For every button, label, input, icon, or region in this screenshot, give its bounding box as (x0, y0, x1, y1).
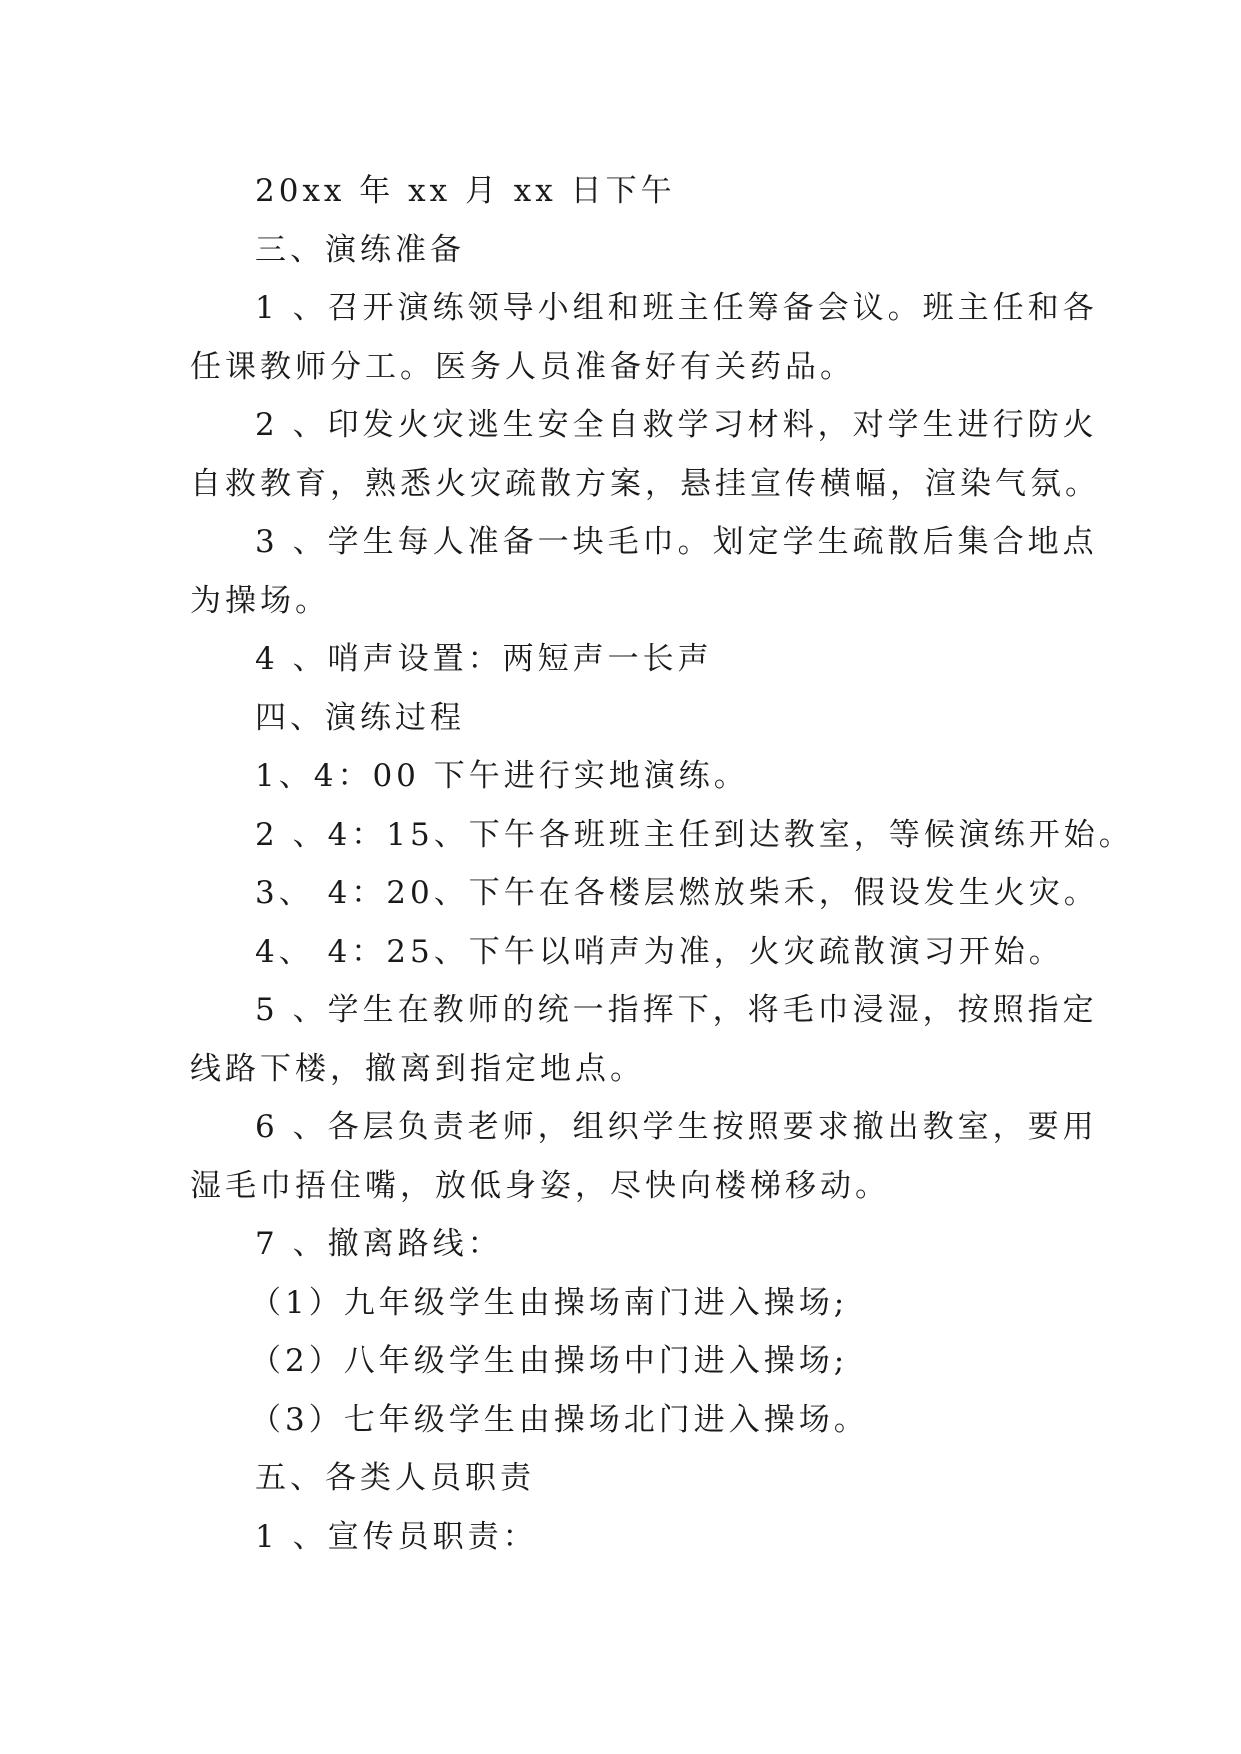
paragraph-line: 1 、召开演练领导小组和班主任筹备会议。班主任和各 (255, 290, 1098, 326)
paragraph-line: 线路下楼，撤离到指定地点。 (190, 1050, 645, 1087)
paragraph-line: 6 、各层负责老师，组织学生按照要求撤出教室，要用 (255, 1109, 1098, 1145)
paragraph-line: 1、4：00 下午进行实地演练。 (255, 758, 749, 794)
paragraph-line: 任课教师分工。医务人员准备好有关药品。 (190, 348, 855, 385)
document-body (190, 162, 1134, 1566)
date-line: 20xx 年 xx 月 xx 日下午 (255, 173, 676, 209)
section-heading-process: 四、演练过程 (255, 699, 465, 736)
paragraph-line: 4、 4：25、下午以哨声为准，火灾疏散演习开始。 (255, 933, 1064, 970)
paragraph-line: 5 、学生在教师的统一指挥下，将毛巾浸湿，按照指定 (255, 992, 1098, 1028)
paragraph-line: 3、 4：20、下午在各楼层燃放柴禾，假设发生火灾。 (255, 875, 1099, 911)
paragraph-line: 1 、宣传员职责： (255, 1518, 538, 1555)
paragraph-line: 4 、哨声设置：两短声一长声 (255, 641, 713, 677)
section-heading-preparation: 三、演练准备 (255, 231, 465, 268)
route-item: （3）七年级学生由操场北门进入操场。 (250, 1401, 869, 1438)
route-item: （1）九年级学生由操场南门进入操场; (250, 1284, 849, 1321)
paragraph-line: 7 、撤离路线： (255, 1226, 503, 1262)
paragraph-line: 2 、印发火灾逃生安全自救学习材料，对学生进行防火 (255, 407, 1098, 443)
paragraph-line: 自救教育，熟悉火灾疏散方案，悬挂宣传横幅，渲染气氛。 (190, 465, 1100, 502)
route-item: （2）八年级学生由操场中门进入操场; (250, 1343, 849, 1379)
section-heading-duties: 五、各类人员职责 (255, 1460, 535, 1496)
paragraph-line: 湿毛巾捂住嘴，放低身姿，尽快向楼梯移动。 (190, 1167, 890, 1204)
paragraph-line: 为操场。 (190, 582, 330, 619)
paragraph-line: 3 、学生每人准备一块毛巾。划定学生疏散后集合地点 (255, 524, 1098, 560)
paragraph-line: 2 、4：15、下午各班班主任到达教室，等候演练开始。 (255, 816, 1134, 853)
